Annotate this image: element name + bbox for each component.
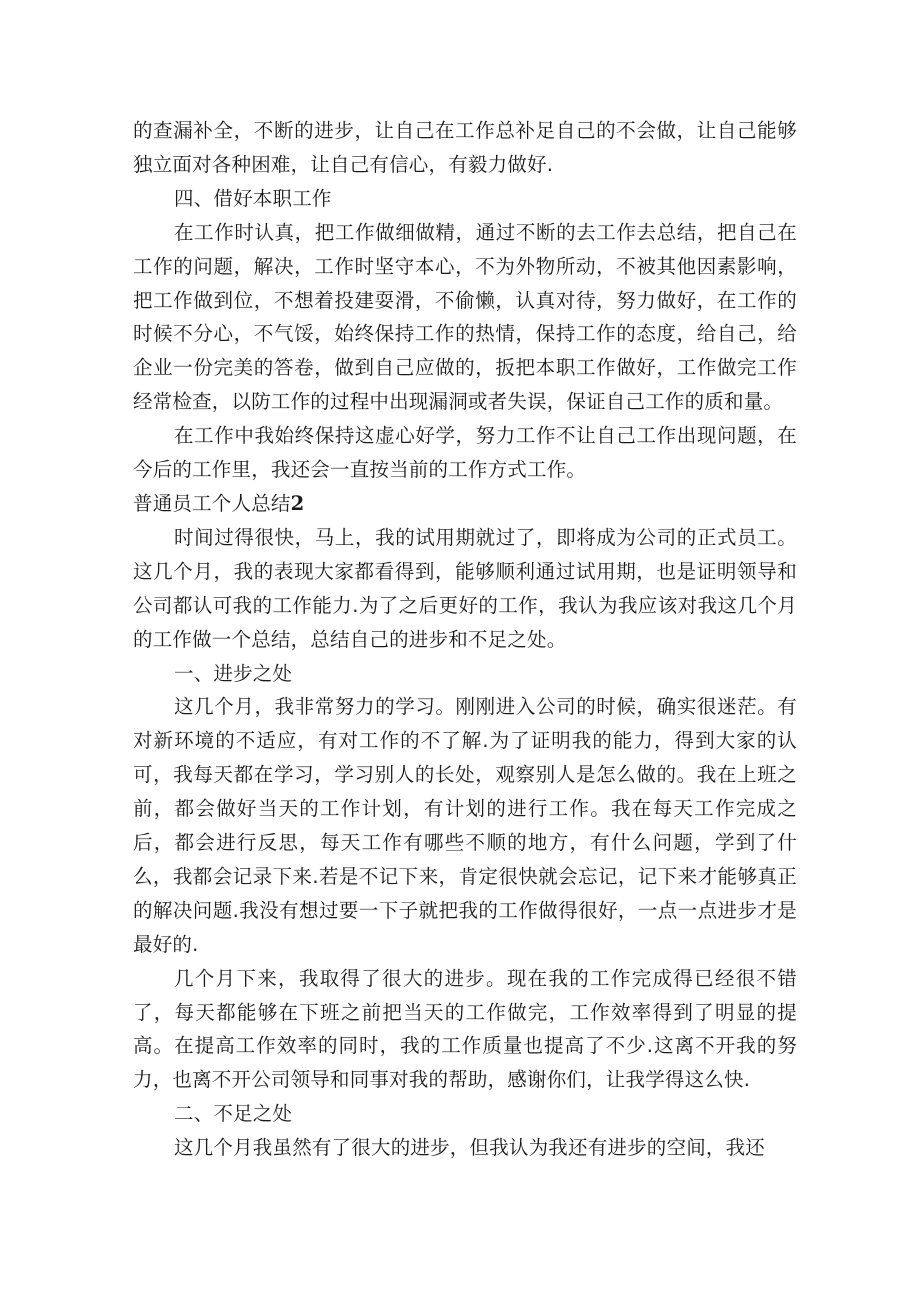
progress-paragraph-1: 这几个月，我非常努力的学习。刚刚进入公司的时候，确实很迷茫。有对新环境的不适应，有对工作的不了解.为了证明我的能力，得到大家的认可，我每天都在学习，学习别人的长处，观察别人是怎么做的。我在上班之前，都会做好当天的工作计划，有计划的进行工作。我在每天工作完成之后，都会进行反思，每天工作有哪些不顺的地方，有什么问题，学到了什么，我都会记录下来.若是不记下来，肯定很快就会忘记，记下来才能够真正的解决问题.我没有想过要一下子就把我的工作做得很好，一点一点进步才是最好的.: [133, 695, 797, 956]
continuation-paragraph: 的查漏补全，不断的进步，让自己在工作总补足自己的不会做，让自己能够独立面对各种困难，让自己有信心，有毅力做好.: [133, 119, 797, 176]
summary-2-title-text: 普通员工个人总结: [133, 491, 291, 515]
summary-2-intro-paragraph: 时间过得很快，马上，我的试用期就过了，即将成为公司的正式员工。这几个月，我的表现大家都看得到，能够顺利通过试用期，也是证明领导和公司都认可我的工作能力.为了之后更好的工作，我认为我应该对我这几个月的工作做一个总结，总结自己的进步和不足之处。: [133, 525, 797, 651]
summary-2-title-number: 2: [290, 491, 305, 515]
shortcoming-heading: 二、不足之处: [174, 1102, 293, 1126]
shortcoming-paragraph-1: 这几个月我虽然有了很大的进步，但我认为我还有进步的空间，我还: [174, 1136, 766, 1160]
summary-2-title: [133, 487, 797, 521]
section-four-paragraph-2: 在工作中我始终保持这虚心好学，努力工作不让自己工作出现问题，在今后的工作里，我还会一直按当前的工作方式工作。: [133, 424, 797, 482]
section-four-heading: 四、借好本职工作: [174, 186, 332, 210]
section-four-paragraph-1: 在工作时认真，把工作做细做精，通过不断的去工作去总结，把自己在工作的问题，解决，工作时坚守本心，不为外物所动，不被其他因素影响，把工作做到位，不想着投建耍滑，不偷懒，认真对待，努力做好，在工作的时候不分心，不气馁，始终保持工作的热情，保持工作的态度，给自己，给企业一份完美的答卷，做到自己应做的，扳把本职工作做好，工作做完工作经常检查，以防工作的过程中出现漏洞或者失误，保证自己工作的质和量。: [133, 220, 797, 414]
document-body: [133, 114, 797, 1165]
progress-paragraph-2: 几个月下来，我取得了很大的进步。现在我的工作完成得已经很不错了，每天都能够在下班之前把当天的工作做完，工作效率得到了明显的提高。在提高工作效率的同时，我的工作质量也提高了不少.这离不开我的努力，也离不开公司领导和同事对我的帮助，感谢你们，让我学得这么快.: [133, 966, 797, 1092]
progress-heading: 一、进步之处: [174, 661, 293, 685]
